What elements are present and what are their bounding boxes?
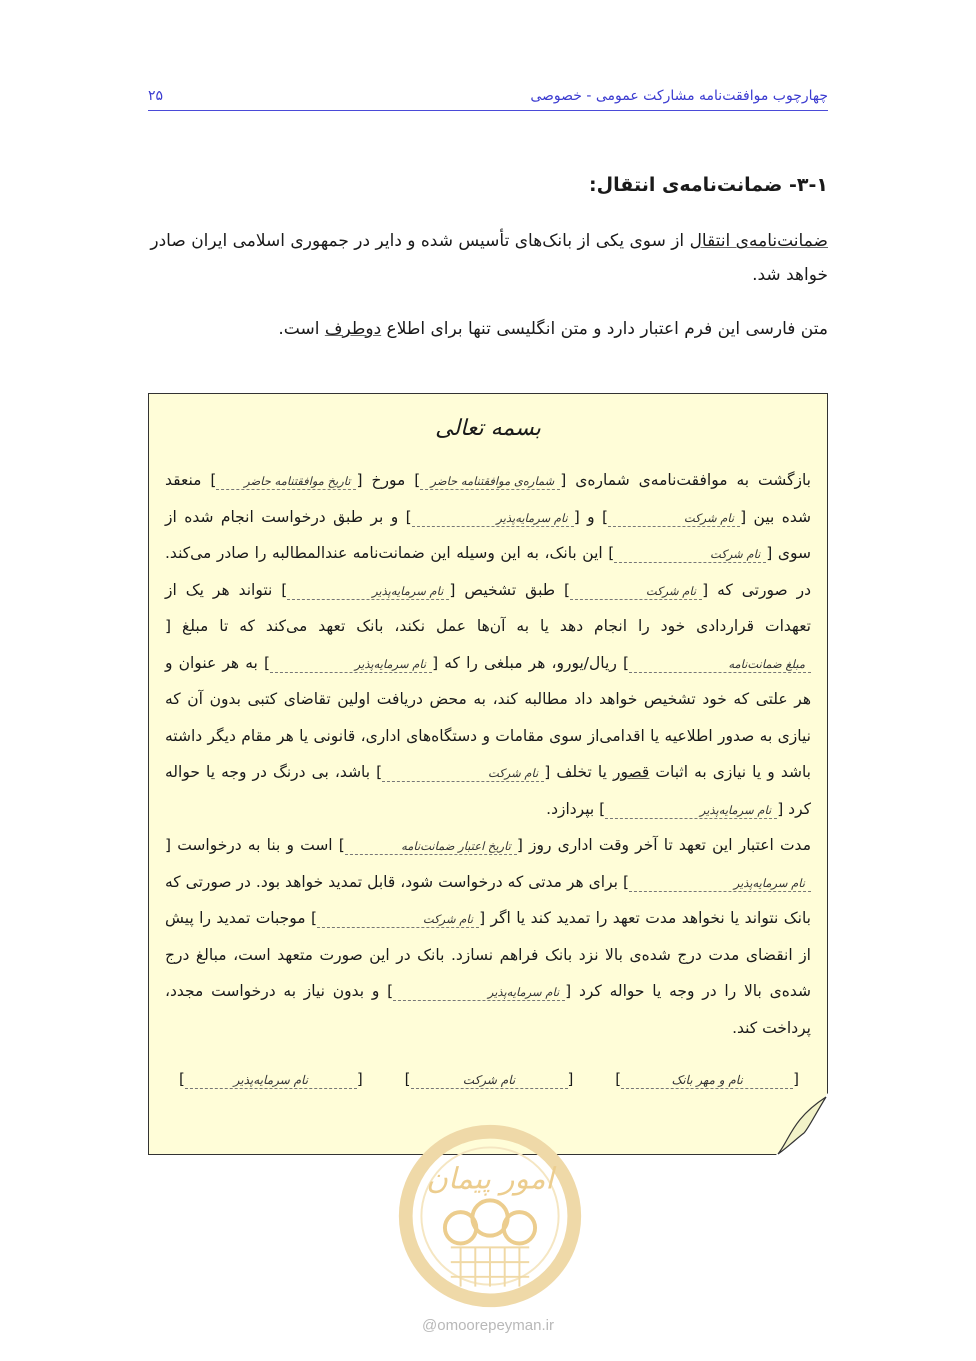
form-text: ] ریال/یورو، هر مبلغی را که [ bbox=[432, 653, 629, 672]
header-rule bbox=[148, 110, 828, 111]
transfer-guarantee-term: ضمانت‌نامه‌ی انتقال bbox=[689, 231, 828, 251]
paragraph-2 bbox=[148, 312, 828, 346]
blank-investor-name: نام سرمایه‌پذیر bbox=[270, 656, 432, 673]
form-text: یا تخلف [ bbox=[544, 763, 613, 781]
blank-investor-name: نام سرمایه‌پذیر bbox=[393, 984, 565, 1001]
blank-investor-name: نام سرمایه‌پذیر bbox=[629, 875, 811, 892]
blank-investor-name: نام سرمایه‌پذیر bbox=[605, 802, 777, 819]
paragraph-2-text-b: است. bbox=[278, 319, 325, 339]
paragraph-1-text: از سوی یکی از بانک‌های تأسیس شده و دایر در جمهوری اسلامی ایران صادر خواهد شد. bbox=[150, 231, 828, 285]
form-text: ] است و بنا به درخواست [ bbox=[165, 836, 345, 854]
form-text: مدت اعتبار این تعهد تا آخر وقت اداری روز [ bbox=[516, 836, 811, 854]
form-text: بازگشت به موافقت‌نامه‌ی شماره‌ی [ bbox=[560, 471, 811, 489]
signature-row bbox=[179, 1070, 799, 1089]
blank-guarantee-amount: مبلغ ضمانت‌نامه bbox=[629, 656, 811, 673]
blank-investor-name: نام سرمایه‌پذیر bbox=[287, 583, 449, 600]
form-text: ] و بدون نیاز به درخواست مجدد، پرداخت کند. bbox=[165, 982, 811, 1037]
default-term: قصور bbox=[613, 763, 650, 781]
paragraph-2-text-a: متن فارسی این فرم اعتبار دارد و متن انگلیسی تنها برای اطلاع bbox=[381, 319, 828, 339]
form-text: ] باشد، بی درنگ در وجه یا حواله کرد [ bbox=[165, 763, 811, 818]
form-text: ] موجبات تمدید را پیش از انقضای مدت درج شده‌ی بالا نزد بانک فراهم نسازد. بانک در این صورت متعهد است، مبالغ درج شده‌ی بالا را در وجه یا حواله کرد [ bbox=[165, 909, 811, 1000]
basmala-calligraphy: بسمه تعالی bbox=[435, 416, 541, 441]
blank-bank-name-seal: نام و مهر بانک bbox=[621, 1072, 793, 1089]
form-text: ] و [ bbox=[573, 507, 609, 526]
section-heading: ۳-۱- ضمانت‌نامه‌ی انتقال: bbox=[589, 174, 828, 196]
footer-url bbox=[0, 1317, 976, 1334]
form-text: ] منعقد شده بین [ bbox=[165, 471, 811, 526]
form-text: ] نتواند هر یک از تعهدات قراردادی خود را انجام دهد یا به آن‌ها عمل نکند، بانک تعهد می‌کند که تا مبلغ [ bbox=[165, 580, 811, 635]
blank-company-name: نام شرکت bbox=[570, 583, 702, 600]
both-parties-term: دوطرف bbox=[324, 319, 382, 339]
guarantee-form-box bbox=[148, 393, 828, 1155]
at-icon: @ bbox=[422, 1317, 438, 1334]
blank-company-name: نام شرکت bbox=[317, 911, 479, 928]
blank-company-name: نام شرکت bbox=[382, 765, 544, 782]
form-text: ] برای هر مدتی که درخواست شود، قابل تمدید خواهد بود. در صورتی که بانک نتواند یا نخواهد مدت تعهد را تمدید کند یا اگر [ bbox=[165, 872, 811, 927]
logo-text: امور پیمان bbox=[426, 1161, 554, 1196]
watermark-logo bbox=[392, 1120, 588, 1316]
form-text: ] بپردازد. bbox=[546, 799, 606, 818]
signature-company: [نام شرکت] bbox=[404, 1070, 574, 1088]
footer-url-text: omoorepeyman.ir bbox=[437, 1317, 554, 1334]
form-text: ] به هر عنوان و هر علتی که خود تشخیص خواهد داد مطالبه کند، به محض دریافت اولین تقاضای کتبی بدون آن که نیازی به صدور اطلاعیه یا اقدامی‌از سوی مقامات و دستگاه‌های اداری، قانونی یا هر مقام دیگر داشته باشد و یا نیازی به اثبات bbox=[165, 653, 811, 781]
blank-agreement-date: تاریخ موافقتنامه حاضر bbox=[216, 473, 356, 490]
blank-investor-name: نام سرمایه‌پذیر bbox=[185, 1072, 357, 1089]
form-text: ] طبق تشخیص [ bbox=[449, 580, 571, 599]
blank-guarantee-expiry-date: تاریخ اعتبار ضمانت‌نامه bbox=[345, 838, 517, 855]
blank-company-name: نام شرکت bbox=[411, 1072, 568, 1089]
form-text: ] و بر طبق درخواست انجام شده از سوی [ bbox=[165, 507, 811, 562]
paragraph-1 bbox=[148, 224, 828, 292]
blank-company-name: نام شرکت bbox=[608, 510, 740, 527]
running-header-title: چهارچوب موافقت‌نامه مشارکت عمومی - خصوصی bbox=[530, 88, 828, 104]
blank-company-name: نام شرکت bbox=[614, 546, 766, 563]
page-number: ۲۵ bbox=[148, 88, 164, 104]
blank-agreement-number: شماره‌ی موافقتنامه حاضر bbox=[420, 473, 560, 490]
guarantee-form-text bbox=[165, 462, 811, 1046]
blank-investor-name: نام سرمایه‌پذیر bbox=[412, 510, 574, 527]
signature-bank: [نام و مهر بانک] bbox=[615, 1070, 799, 1088]
form-text: ] مورخ [ bbox=[356, 471, 421, 489]
signature-investor: [نام سرمایه‌پذیر] bbox=[179, 1070, 363, 1088]
form-text: ] این بانک، به این وسیله این ضمانت‌نامه عندالمطالبه را صادر می‌کند. در صورتی که [ bbox=[165, 544, 811, 599]
page-curl-corner bbox=[776, 1093, 828, 1155]
